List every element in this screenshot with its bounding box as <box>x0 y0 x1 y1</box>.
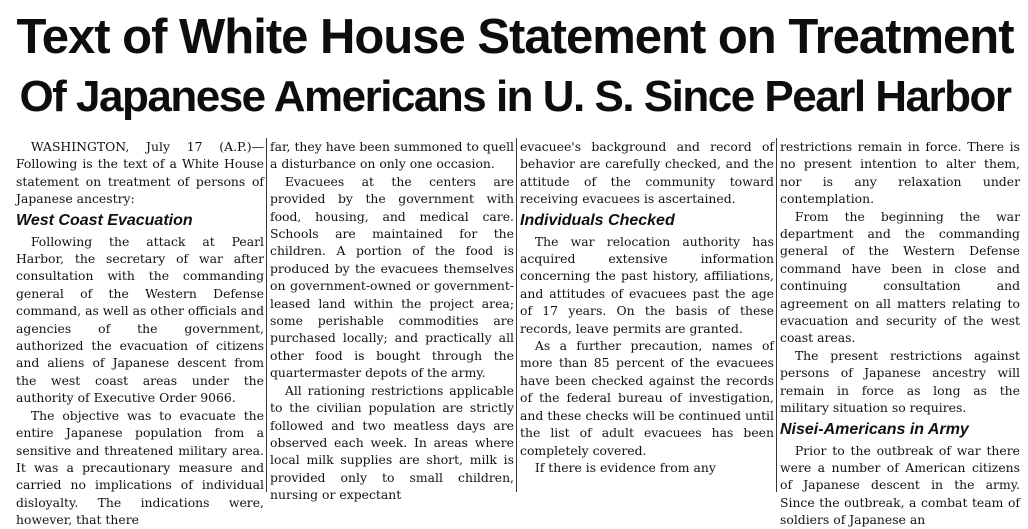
paragraph: The war relocation authority has acquired extensive information concerning the past history, affiliations, and attitudes of evacuees past the age of 17 years. On the basis of these records, leave permits are granted. <box>520 233 774 336</box>
paragraph: All rationing restrictions applicable to the civilian population are strictly followed and two meatless days are observed each week. In areas where local milk supplies are short, milk is provided only to small children, nursing or expectant <box>270 382 514 503</box>
article-column-2 <box>270 138 514 503</box>
article-columns <box>10 138 1020 528</box>
paragraph: If there is evidence from any <box>534 459 716 475</box>
article-column-1 <box>16 138 264 528</box>
column-rule <box>266 138 267 492</box>
paragraph: restrictions remain in force. There is no present intention to alter them, nor is any relaxation under contemplation. <box>780 139 1020 207</box>
paragraph: The present restrictions against persons of Japanese ancestry will remain in force as long as the military situation so requires. <box>780 347 1020 416</box>
column-rule <box>516 138 517 492</box>
paragraph: far, they have been summoned to quell a disturbance on only one occasion. <box>270 139 514 172</box>
subhead-west-coast-evacuation: West Coast Evacuation <box>16 211 193 229</box>
paragraph: Evacuees at the centers are provided by the government with food, housing, and medical care. Schools are maintained for the children. A portion of the food is produced by the evacuees themselves on government-owned or government-leased land within the project area; some perishable commodities are purchased locally; and practically all other food is bought through the quartermaster depots of the army. <box>270 173 514 381</box>
subhead-nisei-americans-in-army: Nisei-Americans in Army <box>780 420 969 438</box>
paragraph: Following the attack at Pearl Harbor, the secretary of war after consultation with the commanding general of the Western Defense command, as well as other officials and agencies of the government, authorized the evacuation of citizens and aliens of Japanese descent from the west coast areas under the authority of Executive Order 9066. <box>16 233 264 406</box>
paragraph: As a further precaution, names of more than 85 percent of the evacuees have been checked against the records of the federal bureau of investigation, and these checks will be continued until the list of adult evacuees has been completely covered. <box>520 338 774 458</box>
paragraph: The objective was to evacuate the entire Japanese population from a sensitive and threatened military area. It was a precautionary measure and carried no implications of individual disloyalty. The indications were, however, that there <box>16 407 264 528</box>
dateline-paragraph: WASHINGTON, July 17 (A.P.)—Following is the text of a White House statement on treatment of persons of Japanese ancestry: <box>16 139 264 207</box>
headline <box>10 8 1020 128</box>
column-rule <box>776 138 777 492</box>
headline-line-2: Of Japanese Americans in U. S. Since Pearl Harbor <box>19 72 1011 121</box>
subhead-individuals-checked: Individuals Checked <box>520 211 675 229</box>
paragraph: evacuee's background and record of behavior are carefully checked, and the attitude of the community toward receiving evacuees is ascertained. <box>520 139 774 207</box>
paragraph: From the beginning the war department and the commanding general of the Western Defense command have been in close and continuing consultation and agreement on all matters relating to evacuation and security of the west coast areas. <box>780 208 1020 346</box>
article-column-3 <box>520 138 774 492</box>
article-column-4 <box>780 138 1020 528</box>
paragraph: Prior to the outbreak of war there were a number of American citizens of Japanese descent in the army. Since the outbreak, a combat team of soldiers of Japanese an <box>780 442 1020 528</box>
headline-line-1: Text of White House Statement on Treatment <box>16 10 1014 64</box>
